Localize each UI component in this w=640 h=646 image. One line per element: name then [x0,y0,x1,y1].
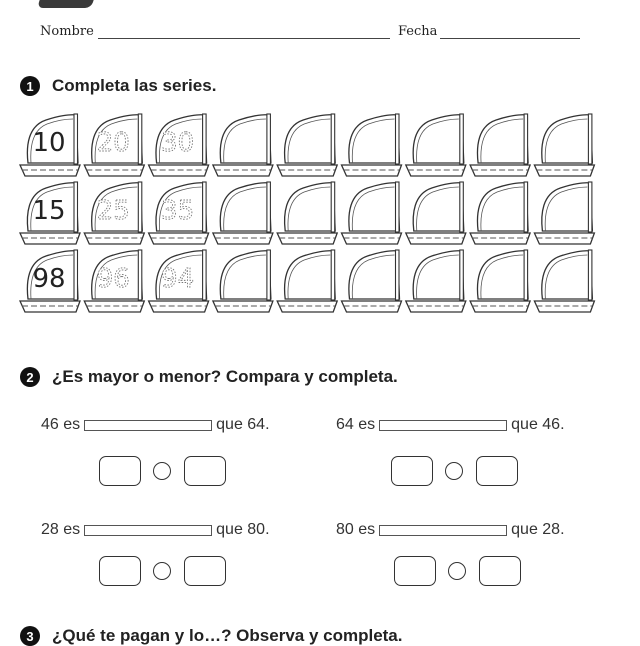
boat-cell[interactable] [470,182,530,244]
mast-shape [331,114,335,164]
answer-box-left[interactable] [99,556,141,586]
series-number: 20 [96,128,130,158]
answer-line[interactable] [379,420,507,431]
exercise2-title: ¿Es mayor o menor? Compara y completa. [52,367,398,386]
boat-cell[interactable] [406,250,466,312]
compare-left-text: 46 es [41,416,81,433]
compare-left-text: 64 es [336,416,376,433]
mast-shape [396,250,400,300]
mast-shape [331,250,335,300]
mast-shape [138,114,142,164]
boat-cell[interactable] [277,114,337,176]
compare-right-text: que 46. [511,416,565,433]
mast-shape [396,114,400,164]
mast-shape [524,250,528,300]
boat-cell[interactable] [342,182,402,244]
boat-cell[interactable] [534,250,594,312]
exercise1-number: 1 [20,76,40,96]
exercise2-heading [20,367,398,387]
compare-item-3 [41,521,270,539]
exercise3-title: ¿Qué te pagan y lo…? Observa y completa. [52,626,403,645]
boat-cell[interactable] [406,182,466,244]
series-number: 10 [32,128,66,158]
answer-line[interactable] [379,525,507,536]
boat-series-grid [18,110,608,325]
boat-cell[interactable] [342,114,402,176]
answer-box-left[interactable] [99,456,141,486]
series-number: 94 [161,264,195,294]
exercise1-heading [20,76,216,96]
exercise3-heading [20,626,402,646]
boat-cell [84,114,144,176]
fecha-label: Fecha [398,24,438,39]
answer-box-left[interactable] [394,556,436,586]
boat-cell[interactable] [470,114,530,176]
compare-sign-circle[interactable] [153,462,171,480]
series-number: 98 [32,264,66,294]
mast-shape [203,250,207,300]
compare-sign-circle[interactable] [445,462,463,480]
compare-left-text: 28 es [41,521,81,538]
boat-cell [149,114,209,176]
series-number: 15 [32,196,66,226]
mast-shape [138,182,142,232]
exercise3-number: 3 [20,626,40,646]
answer-box-right[interactable] [479,556,521,586]
compare-item-4 [336,521,565,539]
mast-shape [331,182,335,232]
mast-shape [588,250,592,300]
fecha-field[interactable] [440,38,580,39]
mast-shape [74,182,78,232]
mast-shape [267,114,271,164]
mast-shape [396,182,400,232]
compare-right-text: que 64. [216,416,270,433]
boat-cell [149,182,209,244]
answer-line[interactable] [84,420,212,431]
mast-shape [460,182,464,232]
mast-shape [74,250,78,300]
boat-cell [149,250,209,312]
mast-shape [267,250,271,300]
boat-cell[interactable] [534,182,594,244]
mast-shape [460,250,464,300]
mast-shape [74,114,78,164]
compare-sign-circle[interactable] [153,562,171,580]
boat-cell [20,114,80,176]
boat-cell [84,182,144,244]
series-number: 96 [96,264,130,294]
mast-shape [588,114,592,164]
mast-shape [524,114,528,164]
exercise2-number: 2 [20,367,40,387]
series-number: 25 [96,196,130,226]
mast-shape [524,182,528,232]
exercise1-title: Completa las series. [52,76,217,95]
mast-shape [460,114,464,164]
mast-shape [588,182,592,232]
boat-cell[interactable] [277,250,337,312]
mast-shape [267,182,271,232]
boat-cell[interactable] [342,250,402,312]
boat-cell[interactable] [213,250,273,312]
boat-cell[interactable] [406,114,466,176]
boat-cell [84,250,144,312]
nombre-label: Nombre [40,24,94,39]
boat-cell[interactable] [277,182,337,244]
header-tab [37,0,97,8]
nombre-field[interactable] [98,38,390,39]
mast-shape [138,250,142,300]
series-number: 35 [161,196,195,226]
boat-cell [20,250,80,312]
boat-cell[interactable] [213,114,273,176]
boat-cell[interactable] [213,182,273,244]
compare-sign-circle[interactable] [448,562,466,580]
compare-right-text: que 28. [511,521,565,538]
compare-item-2 [336,416,565,434]
compare-left-text: 80 es [336,521,376,538]
mast-shape [203,182,207,232]
boat-cell[interactable] [470,250,530,312]
answer-box-right[interactable] [184,456,226,486]
compare-item-1 [41,416,270,434]
series-number: 30 [161,128,195,158]
student-info-header [40,22,580,42]
mast-shape [203,114,207,164]
compare-right-text: que 80. [216,521,270,538]
answer-box-right[interactable] [184,556,226,586]
answer-box-left[interactable] [391,456,433,486]
answer-box-right[interactable] [476,456,518,486]
boat-cell [20,182,80,244]
answer-line[interactable] [84,525,212,536]
boat-cell[interactable] [534,114,594,176]
